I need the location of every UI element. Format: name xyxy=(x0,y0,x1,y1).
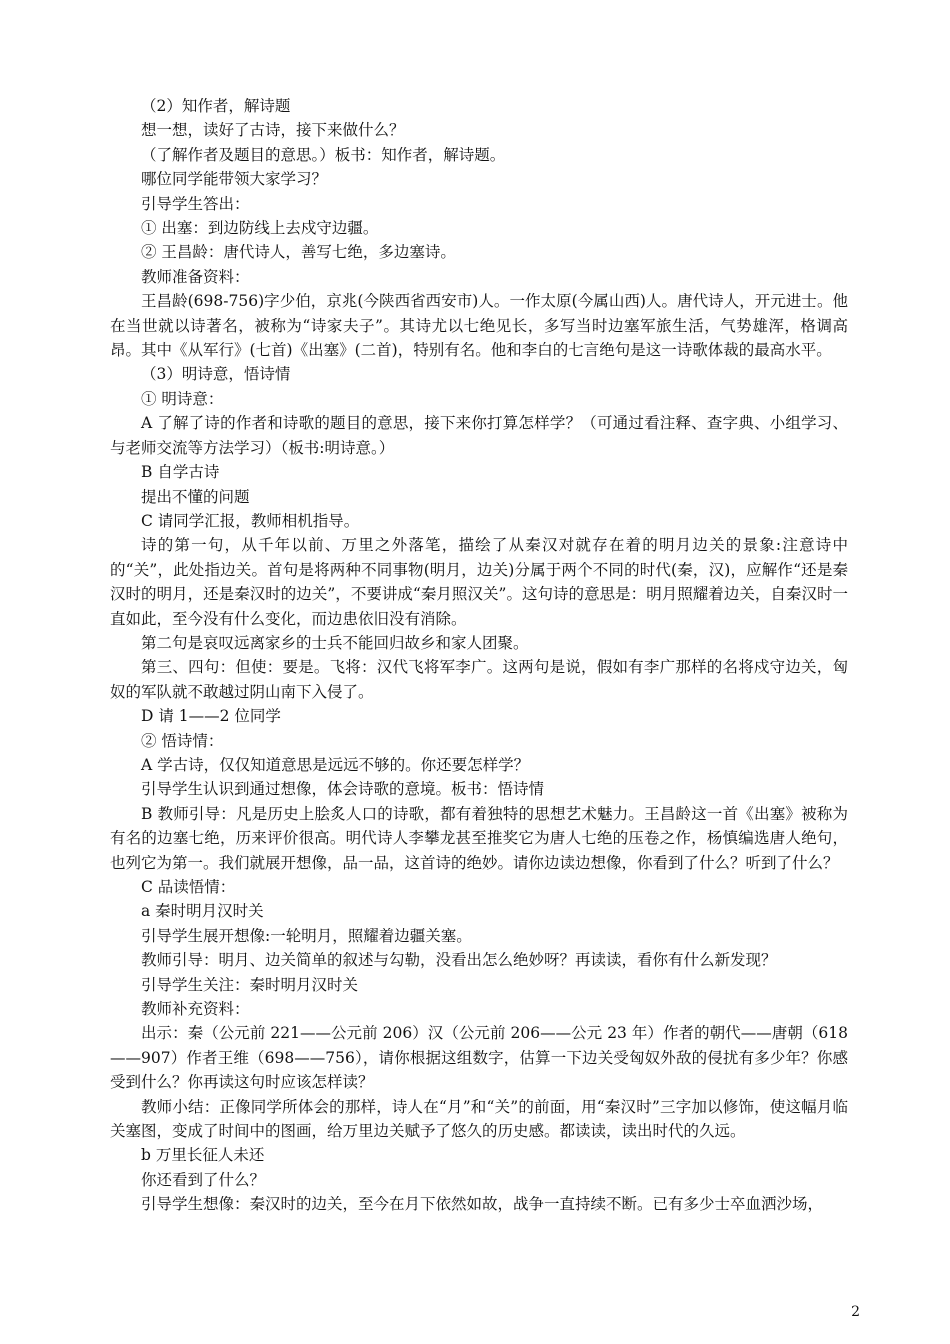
document-body xyxy=(110,94,848,1217)
paragraph: 教师准备资料： xyxy=(141,267,250,286)
paragraph: 教师补充资料： xyxy=(141,1000,250,1019)
paragraph: 教师小结：正像同学所体会的那样，诗人在“月”和“关”的前面，用“秦汉时”三字加以修饰，使这幅月临关塞图，变成了时间中的图画，给万里边关赋予了悠久的历史感。都读读，读出时代的久远。 xyxy=(110,1097,848,1141)
paragraph: ① 出塞：到边防线上去戍守边疆。 xyxy=(141,219,379,238)
paragraph: a 秦时明月汉时关 xyxy=(141,902,264,921)
paragraph: （2）知作者，解诗题 xyxy=(141,97,291,115)
paragraph: 你还看到了什么？ xyxy=(141,1170,266,1189)
paragraph: 引导学生答出： xyxy=(141,194,250,213)
paragraph: A 了解了诗的作者和诗歌的题目的意思，接下来你打算怎样学？（可通过看注释、查字典、小组学习、与老师交流等方法学习）（板书:明诗意。） xyxy=(110,414,848,457)
paragraph: 引导学生认识到通过想像，体会诗歌的意境。板书：悟诗情 xyxy=(141,780,545,799)
paragraph: B 自学古诗 xyxy=(141,463,220,482)
paragraph: D 请 1——2 位同学 xyxy=(141,707,281,726)
paragraph: 提出不懂的问题 xyxy=(141,487,250,506)
paragraph: A 学古诗，仅仅知道意思是远远不够的。你还要怎样学？ xyxy=(141,755,530,774)
paragraph: 诗的第一句，从千年以前、万里之外落笔，描绘了从秦汉对就存在着的明月边关的景象:注意诗中的“关”，此处指边关。首句是将两种不同事物(明月，边关)分属于两个不同的时代(秦，汉)，应解作“还是秦汉时的明月，还是秦汉时的边关”，不要讲成“秦月照汉关”。这句诗的意思是：明月照耀着边关，自秦汉时一直如此，至今没有什么变化，而边患依旧没有消除。 xyxy=(110,536,848,628)
paragraph: （了解作者及题目的意思。）板书：知作者，解诗题。 xyxy=(141,145,506,164)
paragraph: C 请同学汇报，教师相机指导。 xyxy=(141,511,360,530)
paragraph: 第二句是哀叹远离家乡的士兵不能回归故乡和家人团聚。 xyxy=(141,633,529,652)
paragraph: b 万里长征人未还 xyxy=(141,1146,265,1165)
paragraph: C 品读悟情： xyxy=(141,878,236,896)
page-number: 2 xyxy=(851,1304,860,1320)
paragraph: 第三、四句：但使：要是。飞将：汉代飞将军李广。这两句是说，假如有李广那样的名将戍守边关，匈奴的军队就不敢越过阴山南下入侵了。 xyxy=(110,658,848,701)
paragraph: 出示：秦（公元前 221——公元前 206）汉（公元前 206——公元 23 年）作者的朝代——唐朝（618——907）作者王维（698——756），请你根据这组数字，估算一下边关受匈奴外敌的侵扰有多少年？你感受到什么？你再读这句时应该怎样读？ xyxy=(110,1024,848,1092)
paragraph: 王昌龄(698-756)字少伯，京兆(今陕西省西安市)人。一作太原(今属山西)人。唐代诗人，开元进士。他在当世就以诗著名，被称为“诗家夫子”。其诗尤以七绝见长，多写当时边塞军旅生活，气势雄浑，格调高昂。其中《从军行》(七首)《出塞》(二首)，特别有名。他和李白的七言绝句是这一诗歌体裁的最高水平。 xyxy=(110,292,848,360)
paragraph: 引导学生想像：秦汉时的边关，至今在月下依然如故，战争一直持续不断。已有多少士卒血洒沙场， xyxy=(141,1195,824,1214)
paragraph: 教师引导：明月、边关简单的叙述与勾勒，没看出怎么绝妙呀？再读读，看你有什么新发现？ xyxy=(141,951,777,970)
paragraph: 想一想，读好了古诗，接下来做什么？ xyxy=(141,121,405,140)
paragraph: ② 王昌龄：唐代诗人，善写七绝，多边塞诗。 xyxy=(141,243,456,262)
paragraph: 引导学生关注：秦时明月汉时关 xyxy=(141,975,359,994)
paragraph: ② 悟诗情： xyxy=(141,731,224,750)
paragraph: 引导学生展开想像:一轮明月，照耀着边疆关塞。 xyxy=(141,926,472,945)
paragraph: 哪位同学能带领大家学习？ xyxy=(141,170,328,189)
paragraph: （3）明诗意，悟诗情 xyxy=(141,365,291,384)
paragraph: ① 明诗意： xyxy=(141,389,224,408)
paragraph: B 教师引导：凡是历史上脍炙人口的诗歌，都有着独特的思想艺术魅力。王昌龄这一首《出塞》被称为有名的边塞七绝，历来评价很高。明代诗人李攀龙甚至推奖它为唐人七绝的压卷之作，杨慎编选唐人绝句，也列它为第一。我们就展开想像，品一品，这首诗的绝妙。请你边读边想像，你看到了什么？听到了什么？ xyxy=(110,804,848,872)
